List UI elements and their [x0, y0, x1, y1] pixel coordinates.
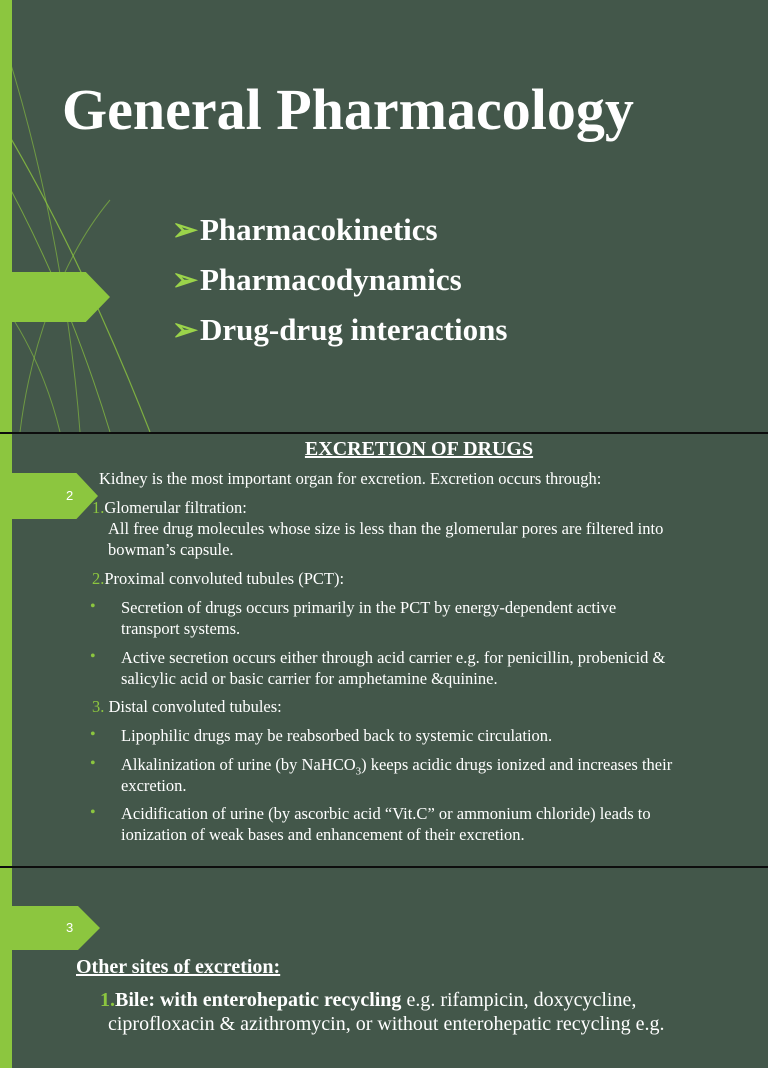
bullet-text: Active secretion occurs either through acid carrier e.g. for penicillin, probenicid &	[121, 648, 666, 667]
topic-item	[172, 210, 507, 260]
list-item	[92, 568, 344, 589]
slide-title: General Pharmacology	[62, 77, 634, 142]
item-heading: Glomerular filtration:	[104, 498, 247, 517]
item-text: e.g. rifampicin, doxycycline,	[401, 989, 637, 1011]
bullet-text: transport systems.	[121, 619, 241, 638]
page-number: 2	[66, 488, 74, 503]
bullet-text: Lipophilic drugs may be reabsorbed back to systemic circulation.	[121, 726, 553, 745]
slide-title: Other sites of excretion:	[76, 956, 281, 978]
intro-text: Kidney is the most important organ for excretion. Excretion occurs through:	[99, 469, 602, 488]
bullet-icon: •	[90, 755, 96, 772]
bullet-text: ionization of weak bases and enhancement of their excretion.	[121, 825, 525, 844]
item-heading: Distal convoluted tubules:	[104, 697, 282, 716]
list-item	[92, 497, 247, 518]
topic-label: Pharmacokinetics	[199, 212, 438, 247]
slide-3	[0, 868, 768, 1068]
page-number-tab	[0, 906, 100, 950]
topic-list	[172, 210, 507, 360]
bullet-text: Secretion of drugs occurs primarily in the PCT by energy-dependent active	[121, 598, 617, 617]
bullet-text: salicylic acid or basic carrier for amphetamine &quinine.	[121, 669, 498, 688]
item-detail: bowman’s capsule.	[108, 540, 234, 559]
list-item	[100, 988, 636, 1012]
bullet-text: Acidification of urine (by ascorbic acid “Vit.C” or ammonium chloride) leads to	[121, 804, 651, 823]
slide-title: EXCRETION OF DRUGS	[304, 438, 534, 460]
topic-item	[172, 260, 507, 310]
arrow-bullet-icon: ➢	[172, 312, 198, 347]
bullet-icon: •	[90, 598, 96, 615]
accent-tab	[0, 272, 110, 322]
accent-bar	[0, 0, 12, 432]
arrow-bullet-icon: ➢	[172, 212, 198, 247]
item-heading: Bile: with enterohepatic recycling	[115, 989, 402, 1011]
topic-label: Drug-drug interactions	[199, 312, 508, 347]
item-number: 1.	[92, 498, 105, 517]
subscript: 3	[355, 765, 362, 778]
item-number: 1.	[100, 989, 115, 1011]
bullet-icon: •	[90, 726, 96, 743]
page-number-tab	[0, 473, 98, 519]
bullet-text	[121, 754, 672, 782]
item-text: ciprofloxacin & azithromycin, or without enterohepatic recycling e.g.	[108, 1013, 665, 1035]
topic-item	[172, 310, 507, 360]
bullet-text-part: ) keeps acidic drugs ionized and increases their	[361, 755, 673, 774]
bullet-text: excretion.	[121, 776, 187, 795]
slide-1	[0, 0, 768, 432]
topic-label: Pharmacodynamics	[199, 262, 462, 297]
list-item	[92, 696, 282, 717]
bullet-icon: •	[90, 648, 96, 665]
item-detail: All free drug molecules whose size is less than the glomerular pores are filtered into	[108, 519, 664, 538]
bullet-text-part: Alkalinization of urine (by NaHCO	[121, 755, 356, 774]
arrow-bullet-icon: ➢	[172, 262, 198, 297]
item-number: 3.	[92, 697, 105, 716]
item-number: 2.	[92, 569, 105, 588]
accent-bar	[0, 868, 12, 1068]
bullet-icon: •	[90, 804, 96, 821]
slide-2	[0, 434, 768, 866]
page-number: 3	[66, 920, 74, 935]
item-heading: Proximal convoluted tubules (PCT):	[104, 569, 345, 588]
